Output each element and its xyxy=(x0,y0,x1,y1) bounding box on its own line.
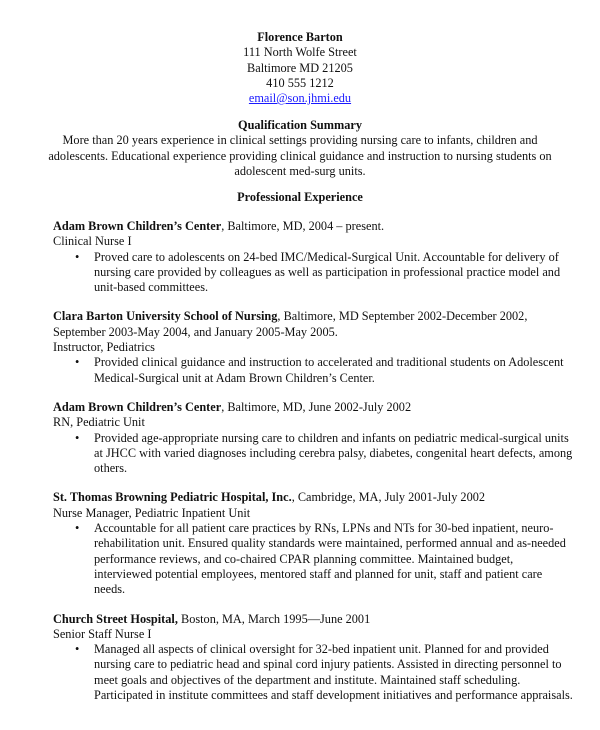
job-organization: St. Thomas Browning Pediatric Hospital, Inc. xyxy=(53,490,292,505)
job-entry xyxy=(53,219,573,295)
job-organization: Adam Brown Children’s Center xyxy=(53,219,222,233)
job-entry xyxy=(53,309,573,385)
job-bullet: • Provided clinical guidance and instruction to accelerated and traditional students on Adolescent Medical-Surgical unit at Adam Brown Children’s Center. xyxy=(53,355,573,386)
job-bullets xyxy=(53,250,573,296)
job-details: Boston, MA, March 1995—June 2001 xyxy=(177,611,371,626)
job-role: Clinical Nurse I xyxy=(53,234,132,249)
job-bullets xyxy=(53,642,573,703)
job-entry xyxy=(53,490,573,597)
city-state-zip: Baltimore MD 21205 xyxy=(247,60,353,75)
job-organization: Church Street Hospital, xyxy=(53,611,178,626)
experience-list xyxy=(53,219,573,717)
candidate-name: Florence Barton xyxy=(257,30,343,44)
qualification-summary xyxy=(40,118,560,179)
job-role: Nurse Manager, Pediatric Inpatient Unit xyxy=(53,505,251,520)
summary-title: Qualification Summary xyxy=(238,118,362,132)
job-organization: Adam Brown Children’s Center xyxy=(53,399,222,414)
summary-text: More than 20 years experience in clinical settings providing nursing care to infants, children and adolescents. Educational experience providing clinical guidance and instruction to nursing students on adolescent med-surg units. xyxy=(48,133,552,178)
job-role: Senior Staff Nurse I xyxy=(53,626,152,641)
job-details: , Baltimore, MD September 2002-December 2002, September 2003-May 2004, and January 2005-May 2005. xyxy=(53,309,528,339)
job-details: , Cambridge, MA, July 2001-July 2002 xyxy=(291,490,486,505)
job-bullet: • Provided age-appropriate nursing care to children and infants on pediatric medical-surgical units at JHCC with varied diagnoses including cerebra palsy, diabetes, congenital heart defects, among others. xyxy=(53,431,573,477)
job-bullet: • Accountable for all patient care practices by RNs, LPNs and NTs for 30-bed inpatient, neuro-rehabilitation unit. Ensured quality standards were maintained, performed annual and as-needed performance reviews, and co-chaired CPAR planning committee. Maintained budget, interviewed potential employees, mentored staff and planned for unit, staff and patient care needs. xyxy=(53,521,573,597)
email-link[interactable]: email@son.jhmi.edu xyxy=(248,91,352,106)
experience-title: Professional Experience xyxy=(237,190,363,204)
job-role: Instructor, Pediatrics xyxy=(53,340,155,355)
job-bullet: • Managed all aspects of clinical oversight for 32-bed inpatient unit. Planned for and provided nursing care to pediatric head and spinal cord injury patients. Assisted in directing personnel to meet goals and objectives of the department and institute. Maintained staff scheduling. Participated in institute committees and staff development initiatives and performance appraisals. xyxy=(53,642,573,703)
job-details: , Baltimore, MD, 2004 – present. xyxy=(221,219,385,233)
job-entry xyxy=(53,612,573,704)
job-role: RN, Pediatric Unit xyxy=(53,415,145,430)
job-bullets xyxy=(53,431,573,477)
contact-header xyxy=(0,30,600,106)
job-details: , Baltimore, MD, June 2002-July 2002 xyxy=(221,399,412,414)
job-bullet: • Proved care to adolescents on 24-bed IMC/Medical-Surgical Unit. Accountable for delivery of nursing care provided by colleagues as well as participation in professional practice model and unit-based committees. xyxy=(53,250,573,296)
street-address: 111 North Wolfe Street xyxy=(243,45,357,60)
phone-number: 410 555 1212 xyxy=(266,75,334,90)
job-bullets xyxy=(53,521,573,597)
job-bullets xyxy=(53,355,573,386)
job-organization: Clara Barton University School of Nursing xyxy=(53,309,278,324)
job-entry xyxy=(53,400,573,476)
